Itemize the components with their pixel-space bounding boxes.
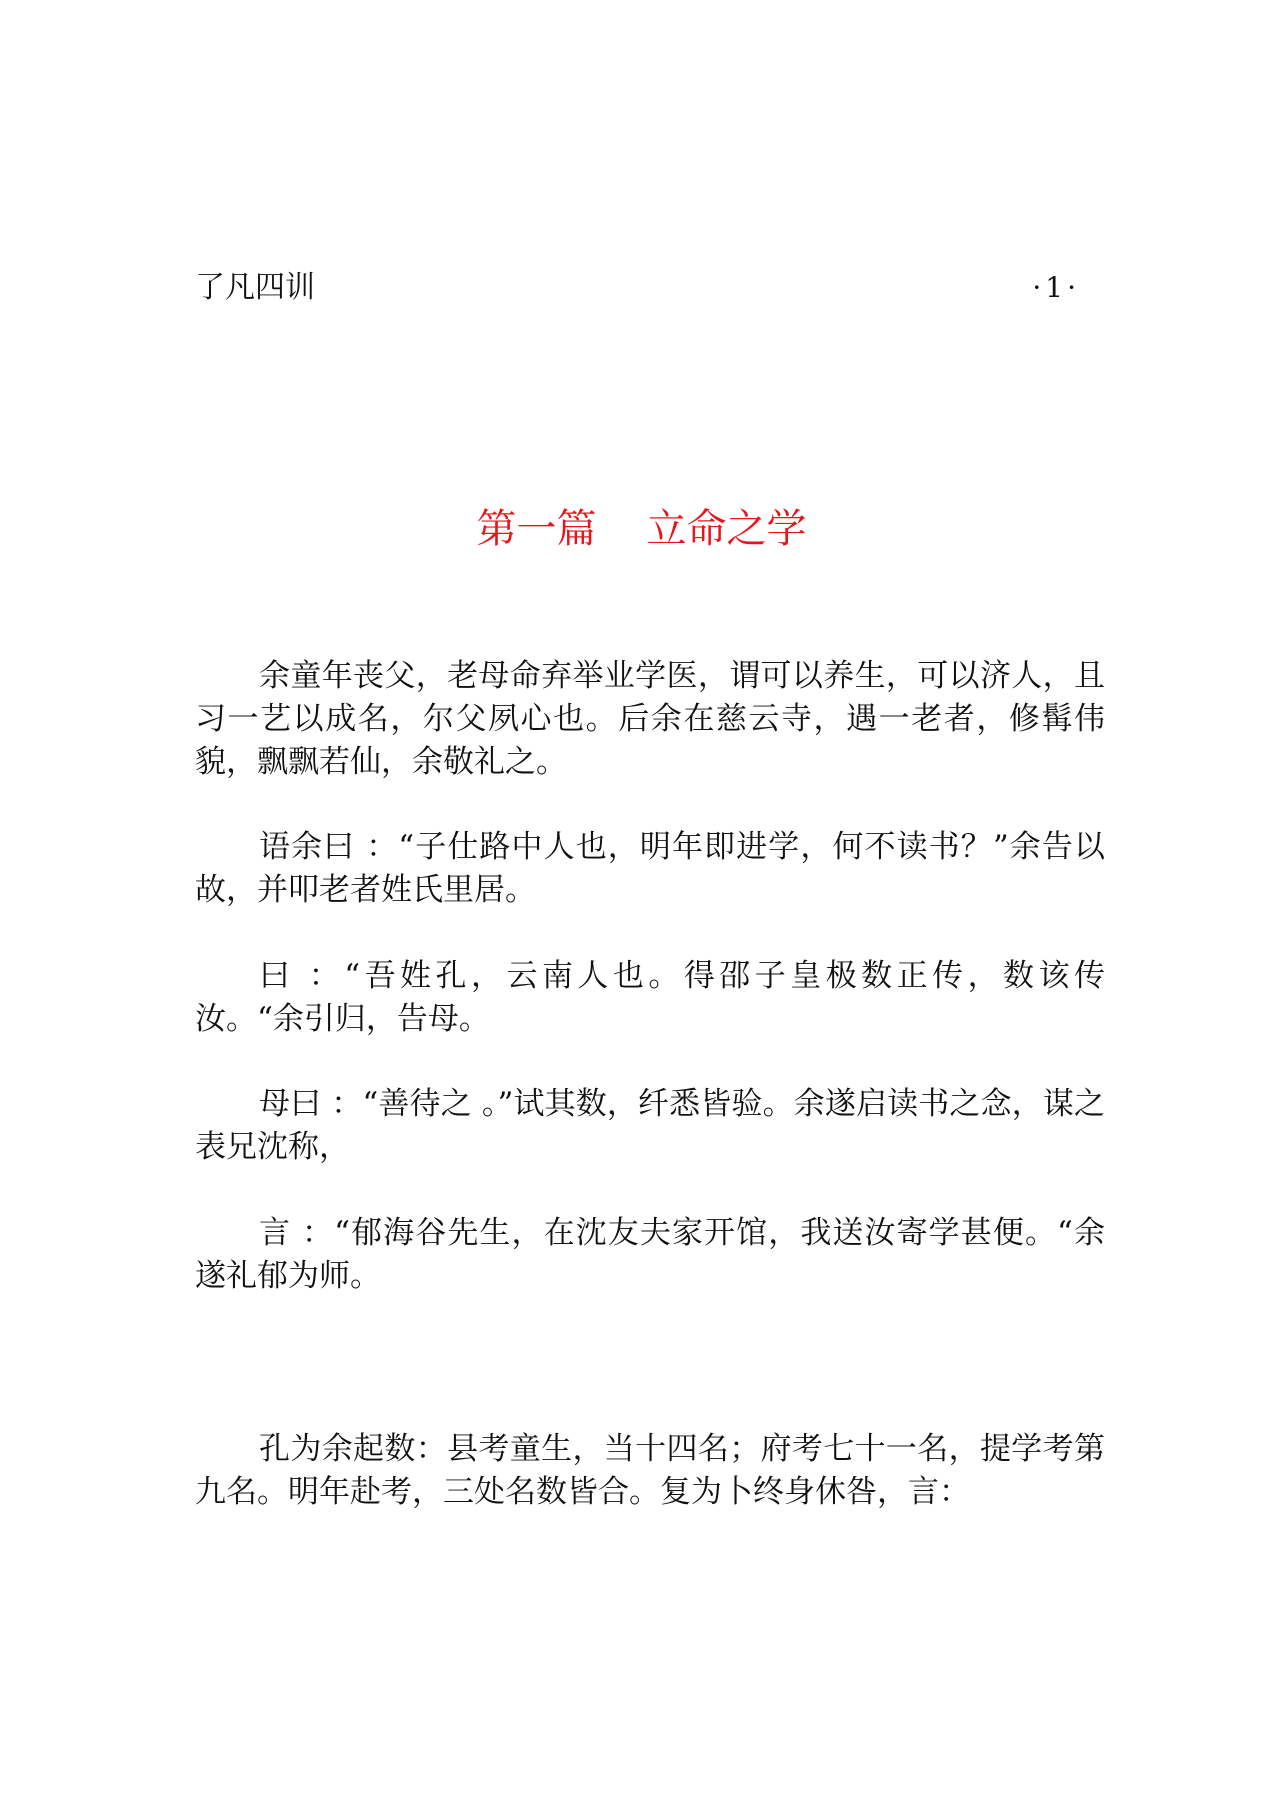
book-title: 了凡四训 [195,270,315,305]
paragraph: 语余曰 ：“子仕路中人也，明年即进学，何不读书？”余告以故，并叩老者姓氏里居。 [195,829,1105,908]
chapter-name: 立命之学 [646,506,807,552]
paragraph: 曰 ：“吾姓孔，云南人也。得邵子皇极数正传，数该传汝。“余引归，告母。 [195,958,1105,1037]
paragraph: 言 ：“郁海谷先生，在沈友夫家开馆，我送汝寄学甚便。“余遂礼郁为师。 [195,1215,1105,1294]
chapter-title [0,503,1283,555]
running-header [195,268,1080,308]
page-number: ·1· [1032,271,1080,304]
paragraph: 母曰 ：“善待之 。”试其数，纤悉皆验。余遂启读书之念，谋之表兄沈称， [195,1086,1105,1165]
paragraph: 余童年丧父，老母命弃举业学医，谓可以养生，可以济人，且习一艺以成名，尔父夙心也。后余在慈云寺，遇一老者，修髯伟貌，飘飘若仙，余敬礼之。 [195,658,1105,780]
paragraph: 孔为余起数：县考童生，当十四名；府考七十一名，提学考第九名。明年赴考，三处名数皆合。复为卜终身休咎，言： [195,1431,1105,1510]
chapter-number: 第一篇 [476,506,597,552]
